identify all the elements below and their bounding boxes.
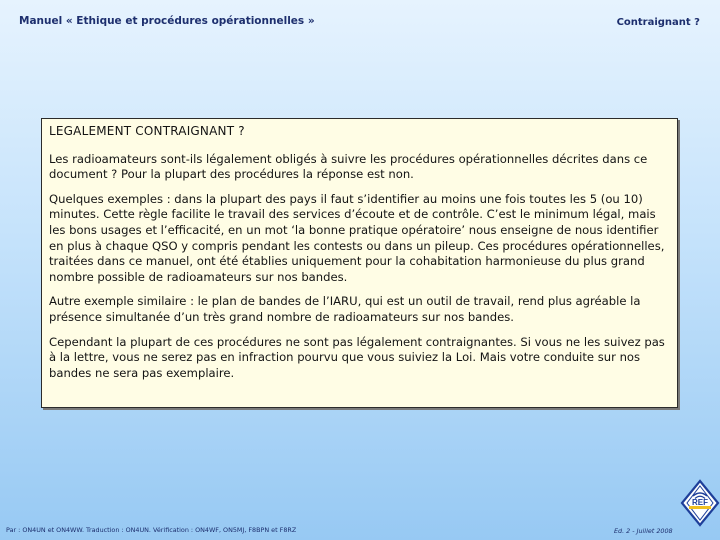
- logo-text: REF: [692, 498, 708, 507]
- footer-credits: Par : ON4UN et ON4WW. Traduction : ON4UN. Vérification : ON4WF, ON5MJ, F8BPN et F8RZ: [6, 526, 297, 534]
- paragraph: Autre exemple similaire : le plan de bandes de l’IARU, qui est un outil de travail, rend plus agréable la présence simultanée d’un très grand nombre de radioamateurs sur nos bandes.: [49, 294, 641, 324]
- content-box: [41, 118, 678, 408]
- ref-diamond-logo-icon: [680, 479, 720, 531]
- section-title: Contraignant ?: [616, 17, 700, 28]
- paragraph: Les radioamateurs sont-ils légalement obligés à suivre les procédures opérationnelles décrites dans ce document ? Pour la plupart des procédures la réponse est non.: [49, 151, 648, 182]
- paragraph: Quelques exemples : dans la plupart des pays il faut s’identifier au moins une fois toutes les 5 (ou 10) minutes. Cette règle facilite le travail des services d’écoute et de contrôle. C’est le minimum légal, mais les bons usages et l’efficacité, en un mot ‘la bonne pratique opératoire’ nous enseigne de nous identifier en plus à chaque QSO y compris pendant les contests ou dans un pileup. Ces procédures opérationnelles, traitées dans ce manuel, ont été établies uniquement pour la cohabitation harmonieuse du plus grand nombre possible de radioamateurs sur nos bandes.: [49, 191, 665, 284]
- document-title: Manuel « Ethique et procédures opérationnelles »: [19, 15, 315, 27]
- paragraph: Cependant la plupart de ces procédures ne sont pas légalement contraignantes. Si vous ne les suivez pas à la lettre, vous ne serez pas en infraction pourvu que vous suiviez la Loi. Mais votre conduite sur nos bandes ne sera pas exemplaire.: [49, 334, 665, 380]
- footer-edition: Ed. 2 - Juillet 2008: [614, 527, 673, 535]
- content-heading: LEGALEMENT CONTRAIGNANT ?: [49, 124, 245, 138]
